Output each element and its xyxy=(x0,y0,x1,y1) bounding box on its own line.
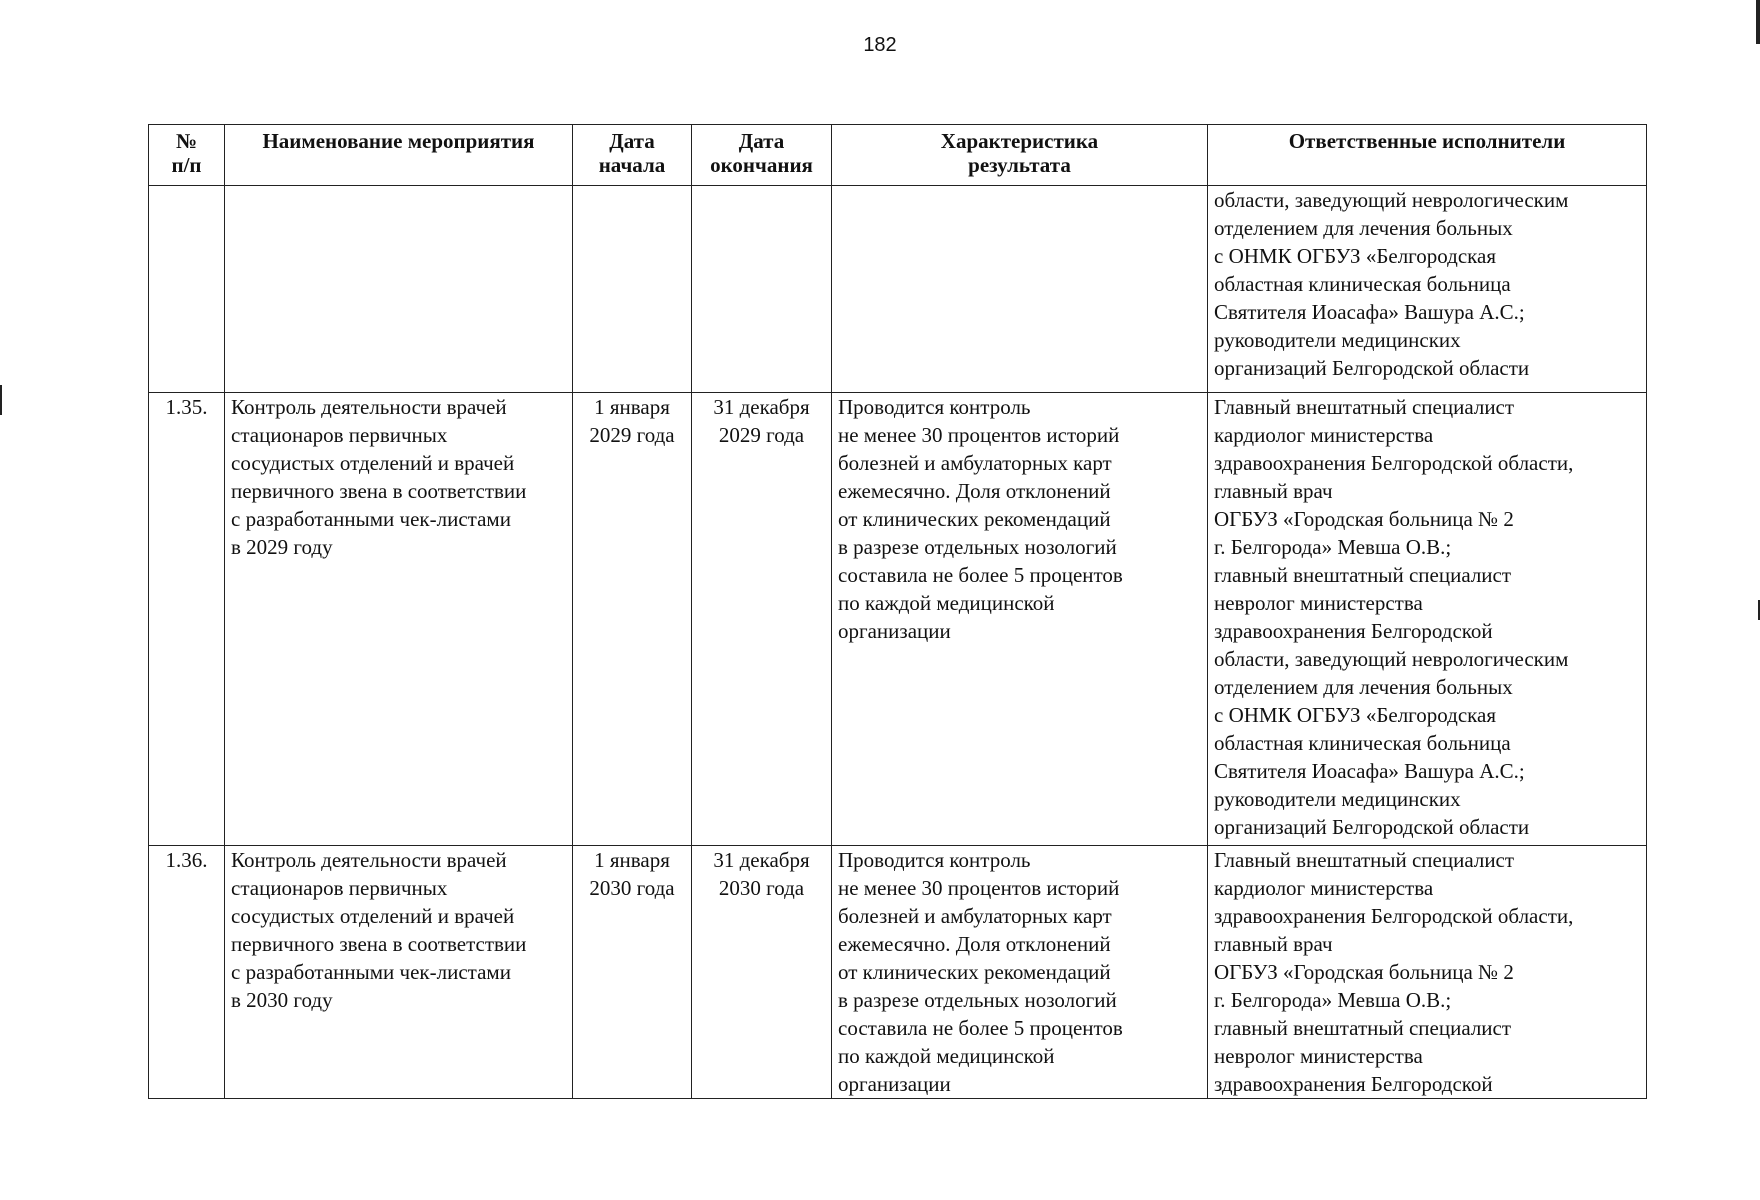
table-header-row xyxy=(149,125,1647,186)
cell-responsible: Главный внештатный специалист кардиолог министерства здравоохранения Белгородской области, главный врач ОГБУЗ «Городская больница № 2 г. Белгорода» Мевша О.В.; главный внештатный специалист невролог министерства здравоохранения Белгородской области, заведующий неврологическим отделением для лечения больных с ОНМК ОГБУЗ «Белгородская областная клиническая больница Святителя Иоасафа» Вашура А.С.; руководители медицинских организаций Белгородской области xyxy=(1208,393,1647,846)
cell-name xyxy=(225,186,573,393)
cell-end-date: 31 декабря 2030 года xyxy=(692,846,832,1099)
scan-edge-mark-left xyxy=(0,385,2,415)
header-result: Характеристика результата xyxy=(832,125,1208,186)
cell-name: Контроль деятельности врачей стационаров первичных сосудистых отделений и врачей первичного звена в соответствии с разработанными чек-листами в 2029 году xyxy=(225,393,573,846)
scan-edge-mark-top-right xyxy=(1756,0,1760,44)
cell-responsible: области, заведующий неврологическим отделением для лечения больных с ОНМК ОГБУЗ «Белгородская областная клиническая больница Святителя Иоасафа» Вашура А.С.; руководители медицинских организаций Белгородской области xyxy=(1208,186,1647,393)
activities-table xyxy=(148,124,1647,1099)
header-start-date: Дата начала xyxy=(573,125,692,186)
cell-name: Контроль деятельности врачей стационаров первичных сосудистых отделений и врачей первичного звена в соответствии с разработанными чек-листами в 2030 году xyxy=(225,846,573,1099)
table-row xyxy=(149,846,1647,1099)
header-name: Наименование мероприятия xyxy=(225,125,573,186)
header-num: № п/п xyxy=(149,125,225,186)
cell-start-date xyxy=(573,186,692,393)
cell-start-date: 1 января 2030 года xyxy=(573,846,692,1099)
page-number: 182 xyxy=(863,34,897,56)
cell-result: Проводится контроль не менее 30 процентов историй болезней и амбулаторных карт ежемесячно. Доля отклонений от клинических рекомендаций в разрезе отдельных нозологий составила не более 5 процентов по каждой медицинской организации xyxy=(832,846,1208,1099)
cell-num: 1.36. xyxy=(149,846,225,1099)
table-row xyxy=(149,393,1647,846)
header-responsible: Ответственные исполнители xyxy=(1208,125,1647,186)
cell-num xyxy=(149,186,225,393)
cell-num: 1.35. xyxy=(149,393,225,846)
cell-responsible: Главный внештатный специалист кардиолог министерства здравоохранения Белгородской области, главный врач ОГБУЗ «Городская больница № 2 г. Белгорода» Мевша О.В.; главный внештатный специалист невролог министерства здравоохранения Белгородской xyxy=(1208,846,1647,1099)
cell-start-date: 1 января 2029 года xyxy=(573,393,692,846)
table-row xyxy=(149,186,1647,393)
cell-result xyxy=(832,186,1208,393)
header-end-date: Дата окончания xyxy=(692,125,832,186)
cell-end-date xyxy=(692,186,832,393)
cell-end-date: 31 декабря 2029 года xyxy=(692,393,832,846)
cell-result: Проводится контроль не менее 30 процентов историй болезней и амбулаторных карт ежемесячно. Доля отклонений от клинических рекомендаций в разрезе отдельных нозологий составила не более 5 процентов по каждой медицинской организации xyxy=(832,393,1208,846)
